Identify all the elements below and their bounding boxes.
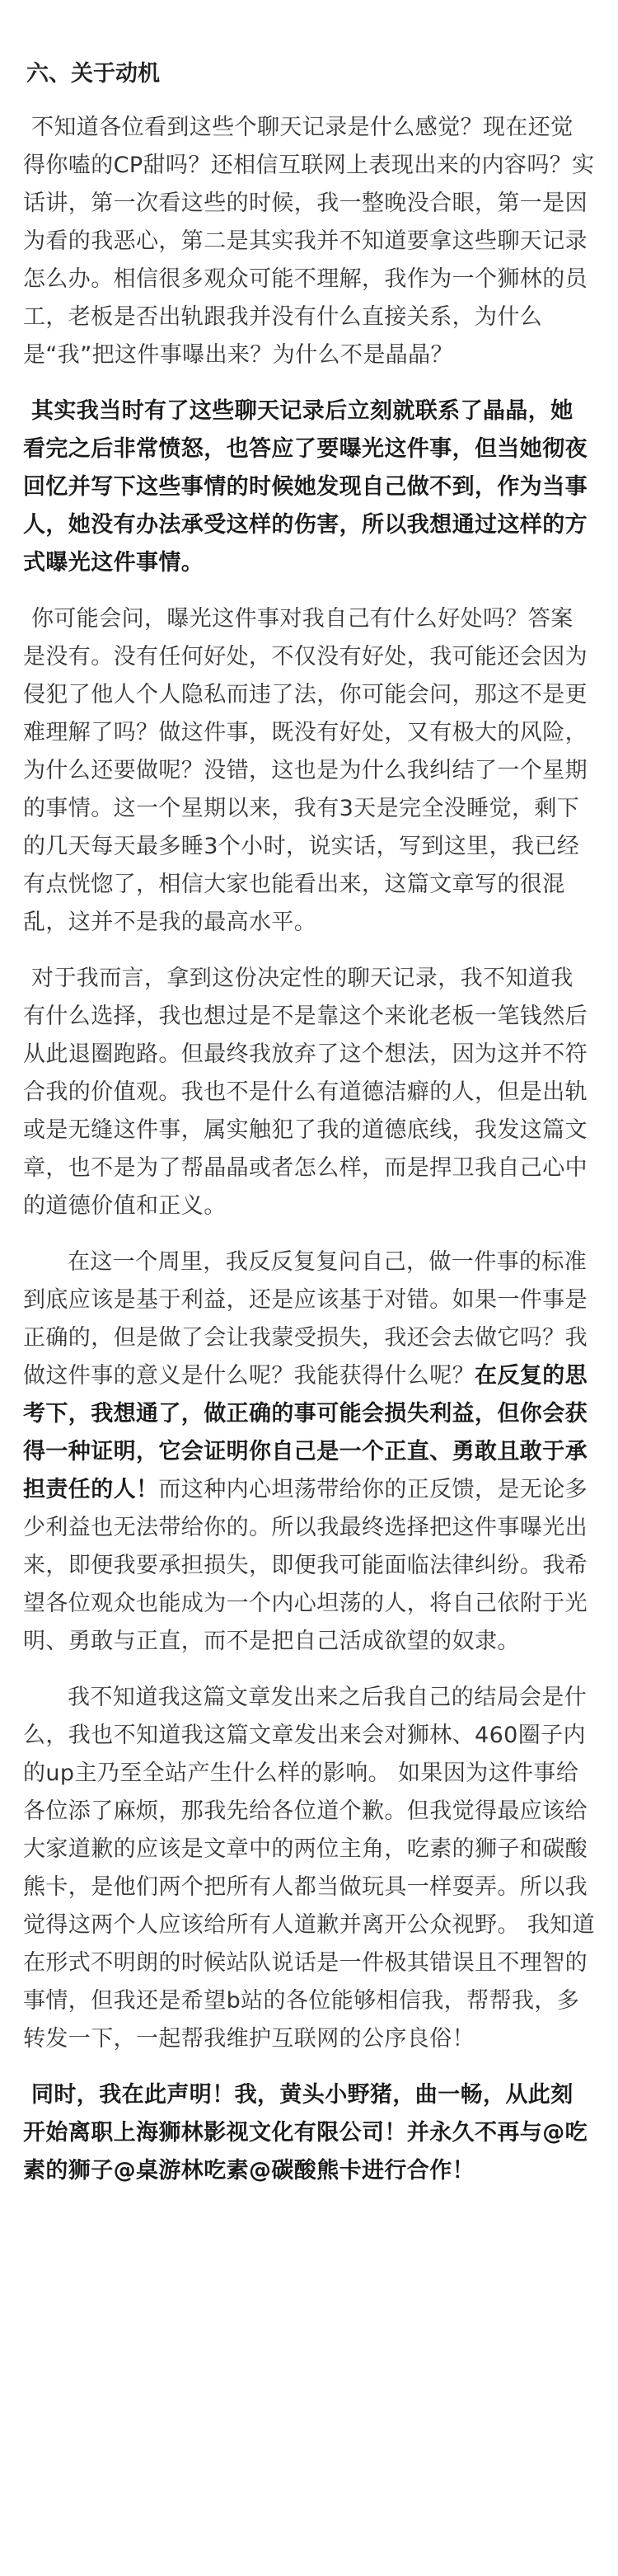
paragraph-1: 不知道各位看到这些个聊天记录是什么感觉？现在还觉得你嗑的CP甜吗？还相信互联网上表现出来的内容吗？实话讲，第一次看这些的时候，我一整晚没合眼，第一是因为看的我恶心，第二是其实我并不知道要拿这些聊天记录怎么办。相信很多观众可能不理解，我作为一个狮林的员工，老板是否出轨跟我并没有什么直接关系，为什么是“我”把这件事曝出来？为什么不是晶晶？ xyxy=(23,115,595,368)
paragraph-2-bold: 其实我当时有了这些聊天记录后立刻就联系了晶晶，她看完之后非常愤怒，也答应了要曝光这件事，但当她彻夜回忆并写下这些事情的时候她发现自己做不到，作为当事人，她没有办法承受这样的伤害，所以我想通过这样的方式曝光这件事情。 xyxy=(23,398,588,576)
paragraph-5-part-c: 而这种内心坦荡带给你的正反馈，是无论多少利益也无法带给你的。所以我最终选择把这件事曝光出来，即便我要承担损失，即便我可能面临法律纠纷。我希望各位观众也能成为一个内心坦荡的人，将自己依附于光明、勇敢与正直，而不是把自己活成欲望的奴隶。 xyxy=(23,1477,588,1654)
paragraph-3: 你可能会问，曝光这件事对我自己有什么好处吗？答案是没有。没有任何好处，不仅没有好处，我可能还会因为侵犯了他人个人隐私而违了法，你可能会问，那这不是更难理解了吗？做这件事，既没有好处，又有极大的风险，为什么还要做呢？没错，这也是为什么我纠结了一个星期的事情。这一个星期以来，我有3天是完全没睡觉，剩下的几天每天最多睡3个小时，说实话，写到这里，我已经有点恍惚了，相信大家也能看出来，这篇文章写的很混乱，这并不是我的最高水平。 xyxy=(23,606,588,935)
paragraph-5-part-a: 在这一个周里，我反反复复问自己，做一件事的标准到底应该是基于利益，还是应该基于对错。如果一件事是正确的，但是做了会让我蒙受损失，我还会去做它吗？我做这件事的意义是什么呢？我能获得什么呢？ xyxy=(23,1249,588,1389)
paragraph-7-declaration: 同时，我在此声明！我，黄头小野猪，曲一畅，从此刻开始离职上海狮林影视文化有限公司！并永久不再与@吃素的狮子@桌游林吃素@碳酸熊卡进行合作！ xyxy=(23,2082,588,2183)
paragraph-6: 我不知道我这篇文章发出来之后我自己的结局会是什么，我也不知道我这篇文章发出来会对狮林、460圈子内的up主乃至全站产生什么样的影响。 如果因为这件事给各位添了麻烦，那我先给各位道个歉。但我觉得最应该给大家道歉的应该是文章中的两位主角，吃素的狮子和碳酸熊卡，是他们两个把所有人都当做玩具一样耍弄。所以我觉得这两个人应该给所有人道歉并离开公众视野。 我知道在形式不明朗的时候站队说话是一件极其错误且不理智的事情，但我还是希望b站的各位能够相信我，帮帮我，多转发一下，一起帮我维护互联网的公序良俗！ xyxy=(23,1685,595,2052)
paragraph-5 xyxy=(23,1243,595,1661)
section-heading: 六、关于动机 xyxy=(26,61,160,87)
paragraph-5-bold-statement: 在反复的思考下，我想通了，做正确的事可能会损失利益，但你会获得一种证明，它会证明你自己是一个正直、勇敢且敢于承担责任的人！ xyxy=(23,1363,588,1502)
paragraph-4: 对于我而言，拿到这份决定性的聊天记录，我不知道我有什么选择，我也想过是不是靠这个来讹老板一笔钱然后从此退圈跑路。但最终我放弃了这个想法，因为这并不符合我的价值观。我也不是什么有道德洁癖的人，但是出轨或是无缝这件事，属实触犯了我的道德底线，我发这篇文章，也不是为了帮晶晶或者怎么样，而是捍卫我自己心中的道德价值和正义。 xyxy=(23,966,588,1219)
